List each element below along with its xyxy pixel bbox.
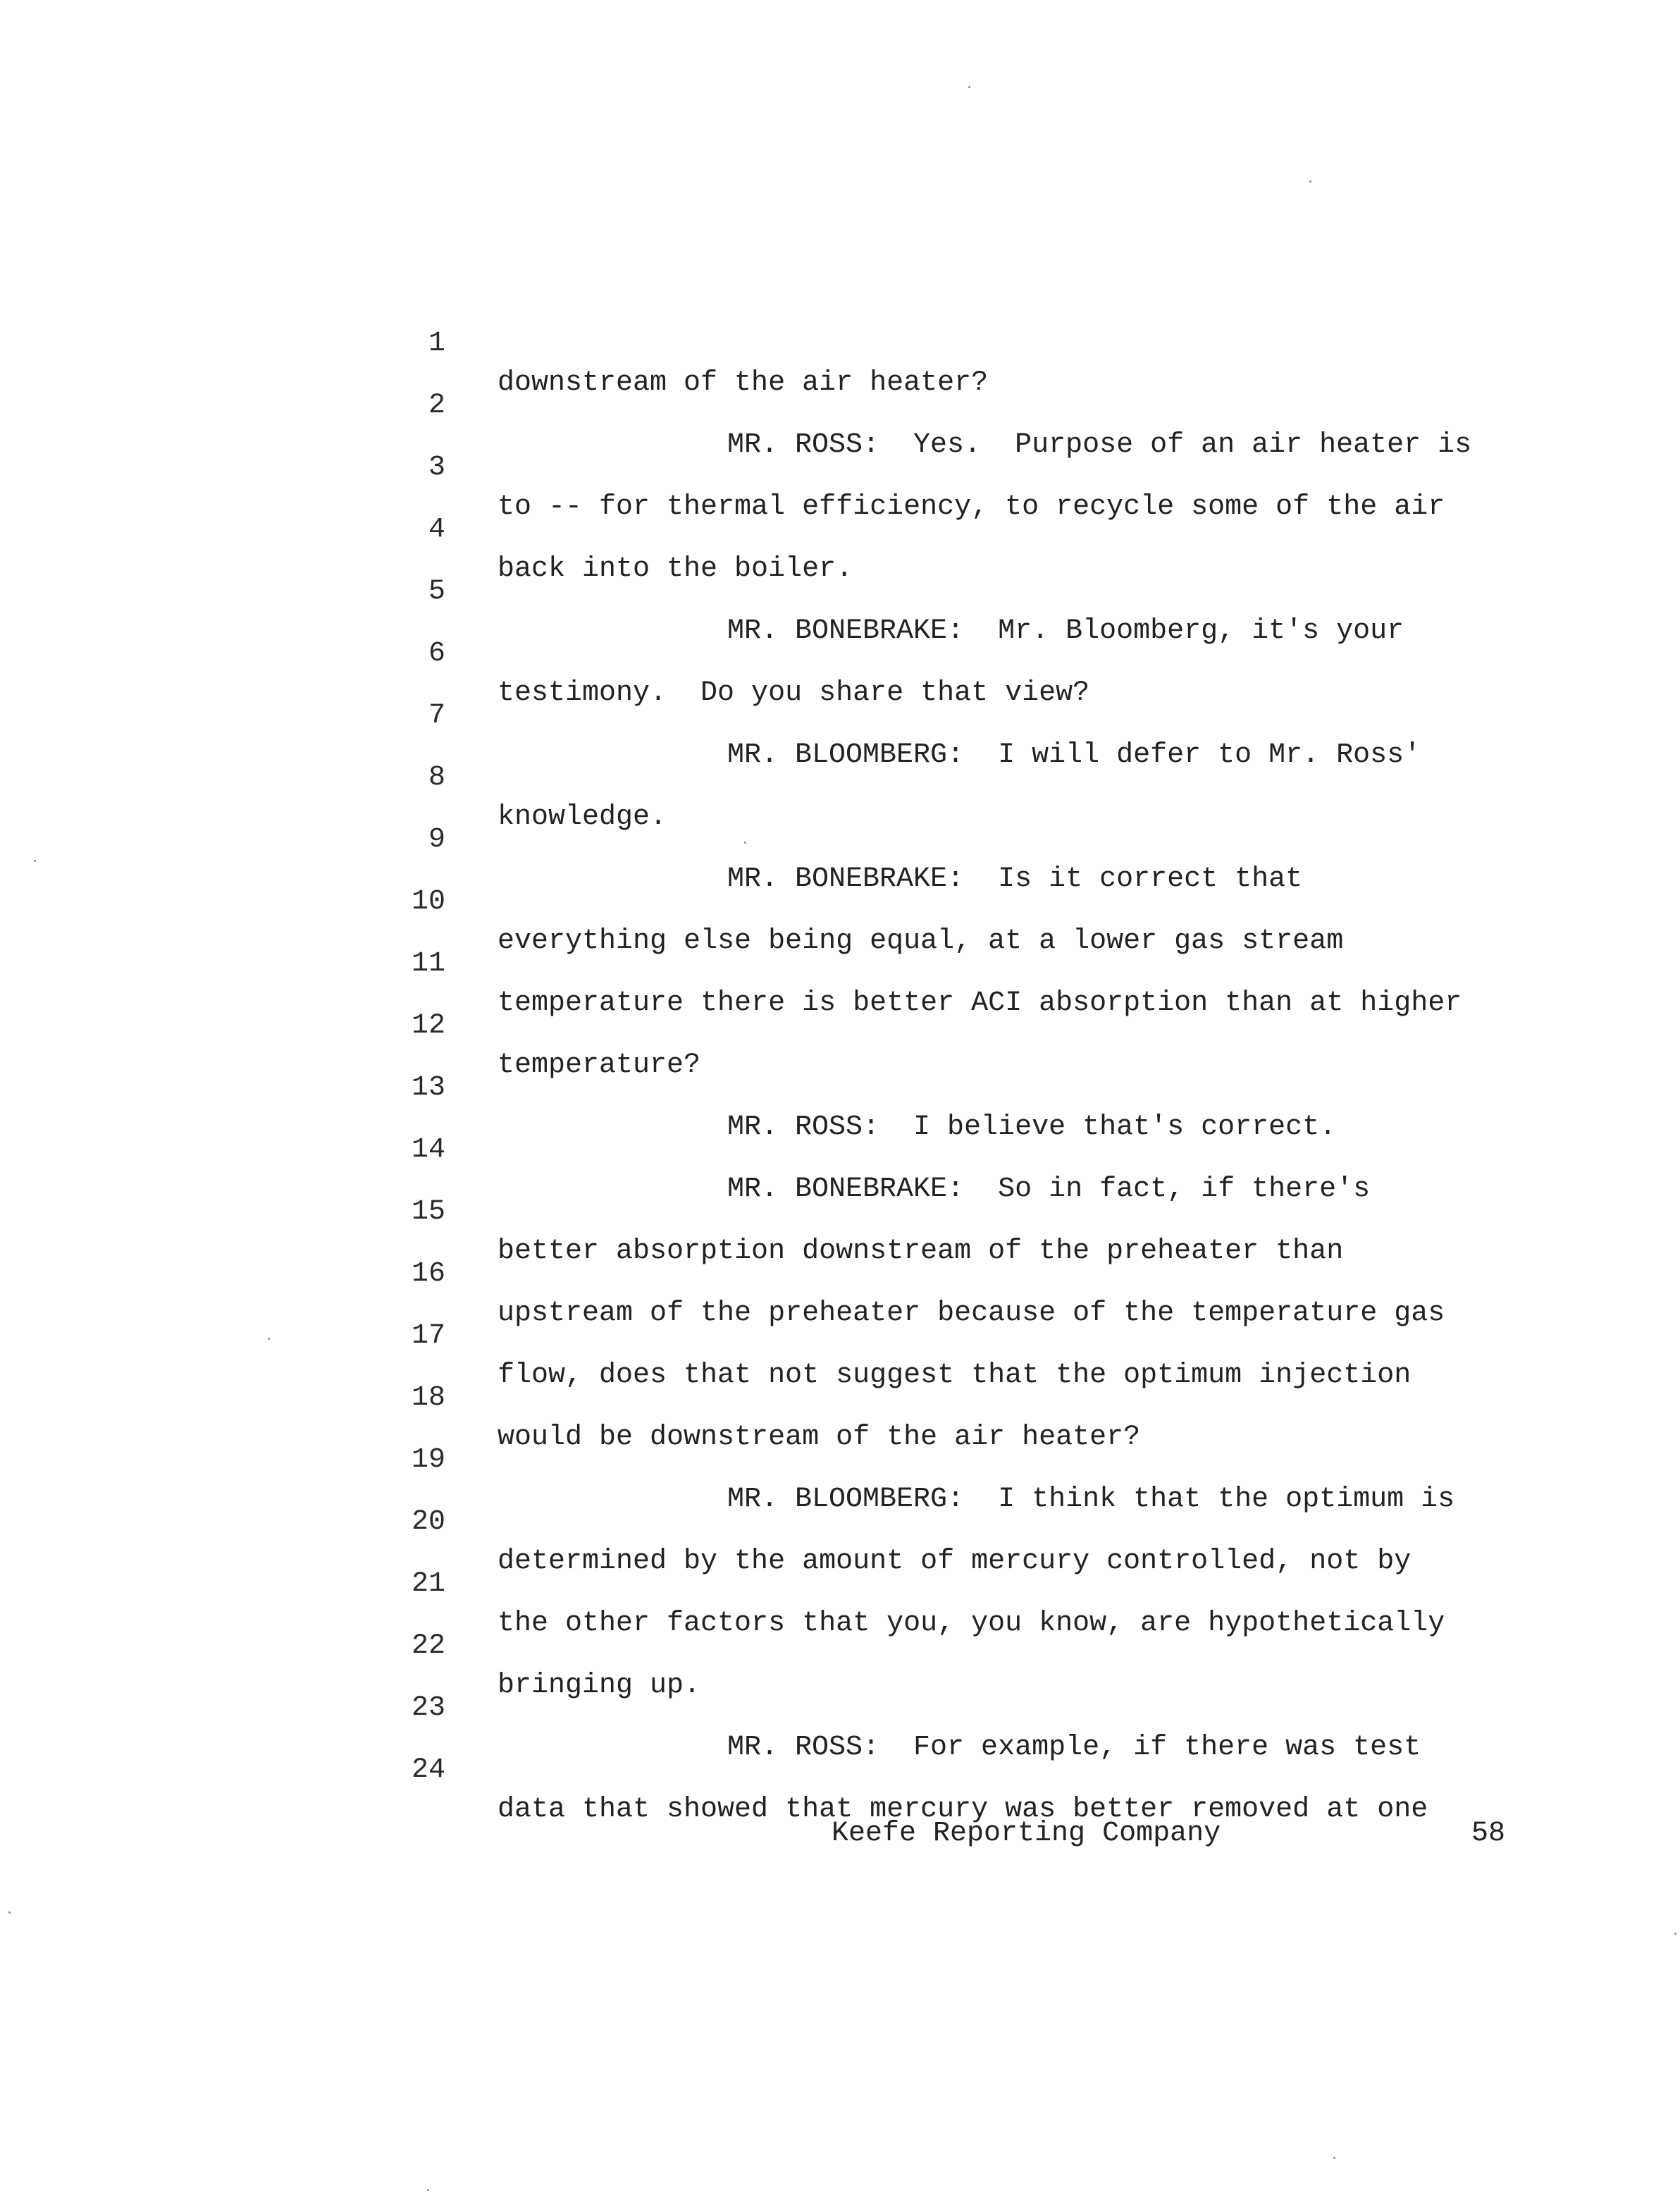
line-number: 6 (428, 638, 445, 670)
transcript-line (395, 1277, 1536, 1391)
transcript-line (395, 1091, 1536, 1205)
transcript-line (395, 843, 1536, 957)
line-number: 16 (411, 1258, 445, 1290)
transcript-line (395, 471, 1536, 585)
line-text: the other factors that you, you know, are hypothetically (498, 1608, 1445, 1639)
speaker-line-text: MR. BLOOMBERG: I will defer to Mr. Ross' (727, 739, 1421, 771)
line-text: better absorption downstream of the preheater than (498, 1236, 1344, 1267)
reporter-company-name: Keefe Reporting Company (832, 1818, 1221, 1849)
line-number: 3 (428, 452, 445, 483)
line-number: 1 (428, 328, 445, 359)
line-text: would be downstream of the air heater? (498, 1422, 1141, 1453)
transcript-line (395, 905, 1536, 1019)
scan-speck (34, 860, 36, 862)
transcript-line (395, 1525, 1536, 1639)
line-number: 8 (428, 762, 445, 794)
page-number: 58 (1471, 1818, 1505, 1849)
speaker-line-text: MR. ROSS: I believe that's correct. (727, 1111, 1337, 1143)
transcript-line (395, 285, 1536, 399)
transcript-line (395, 719, 1536, 833)
speaker-line-text: MR. ROSS: Yes. Purpose of an air heater is (727, 429, 1472, 461)
line-number: 19 (411, 1444, 445, 1476)
line-number: 7 (428, 700, 445, 732)
transcript-line (395, 967, 1536, 1081)
line-text: bringing up. (498, 1670, 701, 1701)
transcript-line (395, 657, 1536, 771)
line-number: 21 (411, 1568, 445, 1600)
transcript-line (395, 533, 1536, 647)
line-number: 17 (411, 1320, 445, 1352)
line-number: 18 (411, 1382, 445, 1414)
line-number: 20 (411, 1506, 445, 1538)
scan-speck (427, 2189, 429, 2191)
transcript-line (395, 1401, 1536, 1515)
transcript-line (395, 1587, 1536, 1701)
scan-speck (1333, 2157, 1335, 2159)
speaker-line-text: MR. BLOOMBERG: I think that the optimum is (727, 1484, 1455, 1515)
line-text: flow, does that not suggest that the optimum injection (498, 1360, 1412, 1391)
scan-speck (8, 1911, 11, 1914)
scan-speck (1309, 180, 1311, 183)
line-text: testimony. Do you share that view? (498, 677, 1090, 709)
line-number: 2 (428, 390, 445, 421)
line-number: 14 (411, 1134, 445, 1166)
line-number: 5 (428, 576, 445, 608)
line-number: 11 (411, 948, 445, 980)
transcript-line (395, 1463, 1536, 1577)
transcript-line (395, 1029, 1536, 1143)
line-number: 24 (411, 1754, 445, 1786)
transcript-line (395, 1153, 1536, 1267)
line-text: downstream of the air heater? (498, 367, 989, 399)
scan-speck (1674, 1933, 1676, 1935)
line-text: determined by the amount of mercury controlled, not by (498, 1546, 1412, 1577)
transcript-line (395, 595, 1536, 709)
line-number: 9 (428, 824, 445, 856)
transcript-body (395, 285, 1536, 1825)
line-number: 15 (411, 1196, 445, 1228)
scan-speck (968, 86, 970, 88)
line-number: 4 (428, 514, 445, 546)
line-number: 22 (411, 1630, 445, 1662)
line-text: upstream of the preheater because of the temperature gas (498, 1298, 1445, 1329)
line-text: back into the boiler. (498, 553, 853, 585)
speaker-line-text: MR. BONEBRAKE: Is it correct that (727, 863, 1303, 895)
speaker-line-text: MR. BONEBRAKE: So in fact, if there's (727, 1174, 1371, 1205)
transcript-line (395, 1339, 1536, 1453)
line-text: knowledge. (498, 801, 667, 833)
transcript-line (395, 1649, 1536, 1763)
scan-speck (268, 1338, 270, 1340)
line-number: 23 (411, 1692, 445, 1724)
speaker-line-text: MR. BONEBRAKE: Mr. Bloomberg, it's your (727, 615, 1404, 647)
line-text: everything else being equal, at a lower gas stream (498, 925, 1344, 957)
line-number: 10 (411, 886, 445, 918)
transcript-line (395, 409, 1536, 523)
line-number: 13 (411, 1072, 445, 1104)
transcript-line (395, 781, 1536, 895)
transcript-line (395, 1215, 1536, 1329)
line-text: to -- for thermal efficiency, to recycle some of the air (498, 491, 1445, 523)
line-text: data that showed that mercury was better removed at one (498, 1794, 1428, 1825)
line-text: temperature there is better ACI absorption than at higher (498, 987, 1462, 1019)
transcript-line (395, 347, 1536, 461)
line-number: 12 (411, 1010, 445, 1042)
speaker-line-text: MR. ROSS: For example, if there was test (727, 1732, 1421, 1763)
line-text: temperature? (498, 1049, 701, 1081)
transcript-line (395, 1711, 1536, 1825)
